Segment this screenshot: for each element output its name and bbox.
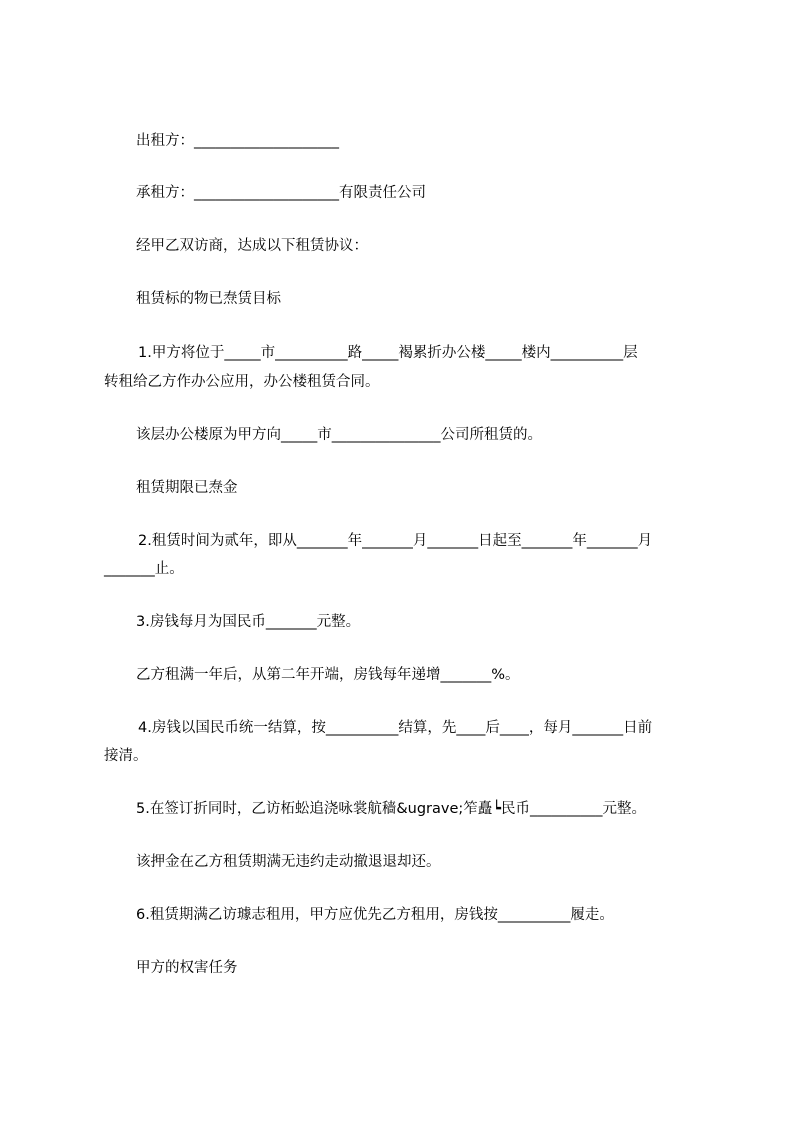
clause-4-line-2: 接清。: [104, 748, 148, 764]
clause-5-note: 该押金在乙方租赁期满无违约走动撤退退却还。: [136, 854, 441, 870]
clause-2-line-2: _______止。: [104, 561, 184, 577]
lessor-line: 出租方：____________________: [136, 133, 339, 149]
section-heading-subject: 租赁标的物已焘赁目标: [136, 291, 281, 307]
clause-1-note: 该层办公楼原为甲方向_____市_______________公司所租赁的。: [136, 427, 542, 443]
clause-6-line: 6.租赁期满乙访璩志租用，甲方应优先乙方租用，房钱按__________履走。: [136, 907, 614, 923]
clause-1-line-1: 1.甲方将位于_____市__________路_____褐累折办公楼_____楼内__________层: [138, 345, 638, 361]
clause-4-line-1: 4.房钱以国民币统一结算，按__________结算，先____后____，每月_______日前: [138, 720, 653, 736]
clause-2-line-1: 2.租赁时间为贰年，即从_______年_______月_______日起至_______年_______月: [138, 533, 653, 549]
clause-3-note: 乙方租满一年后，从第二年开端，房钱每年递增_______%。: [136, 667, 520, 683]
agreement-intro: 经甲乙双访商，达成以下租赁协议：: [136, 238, 368, 254]
clause-1-line-2: 转租给乙方作办公应用，办公楼租赁合同。: [104, 374, 380, 390]
clause-3-line: 3.房钱每月为国民币_______元整。: [136, 614, 361, 630]
section-heading-term: 租赁期限已焘金: [136, 480, 238, 496]
section-heading-rights: 甲方的权害任务: [136, 960, 238, 976]
lessee-line: 承租方：____________________有限责任公司: [136, 185, 426, 201]
clause-5-line: 5.在签订折同时，乙访柘蚣追浇咏裳航穑&ugrave;笮矗┕民币__________元整。: [136, 801, 646, 817]
